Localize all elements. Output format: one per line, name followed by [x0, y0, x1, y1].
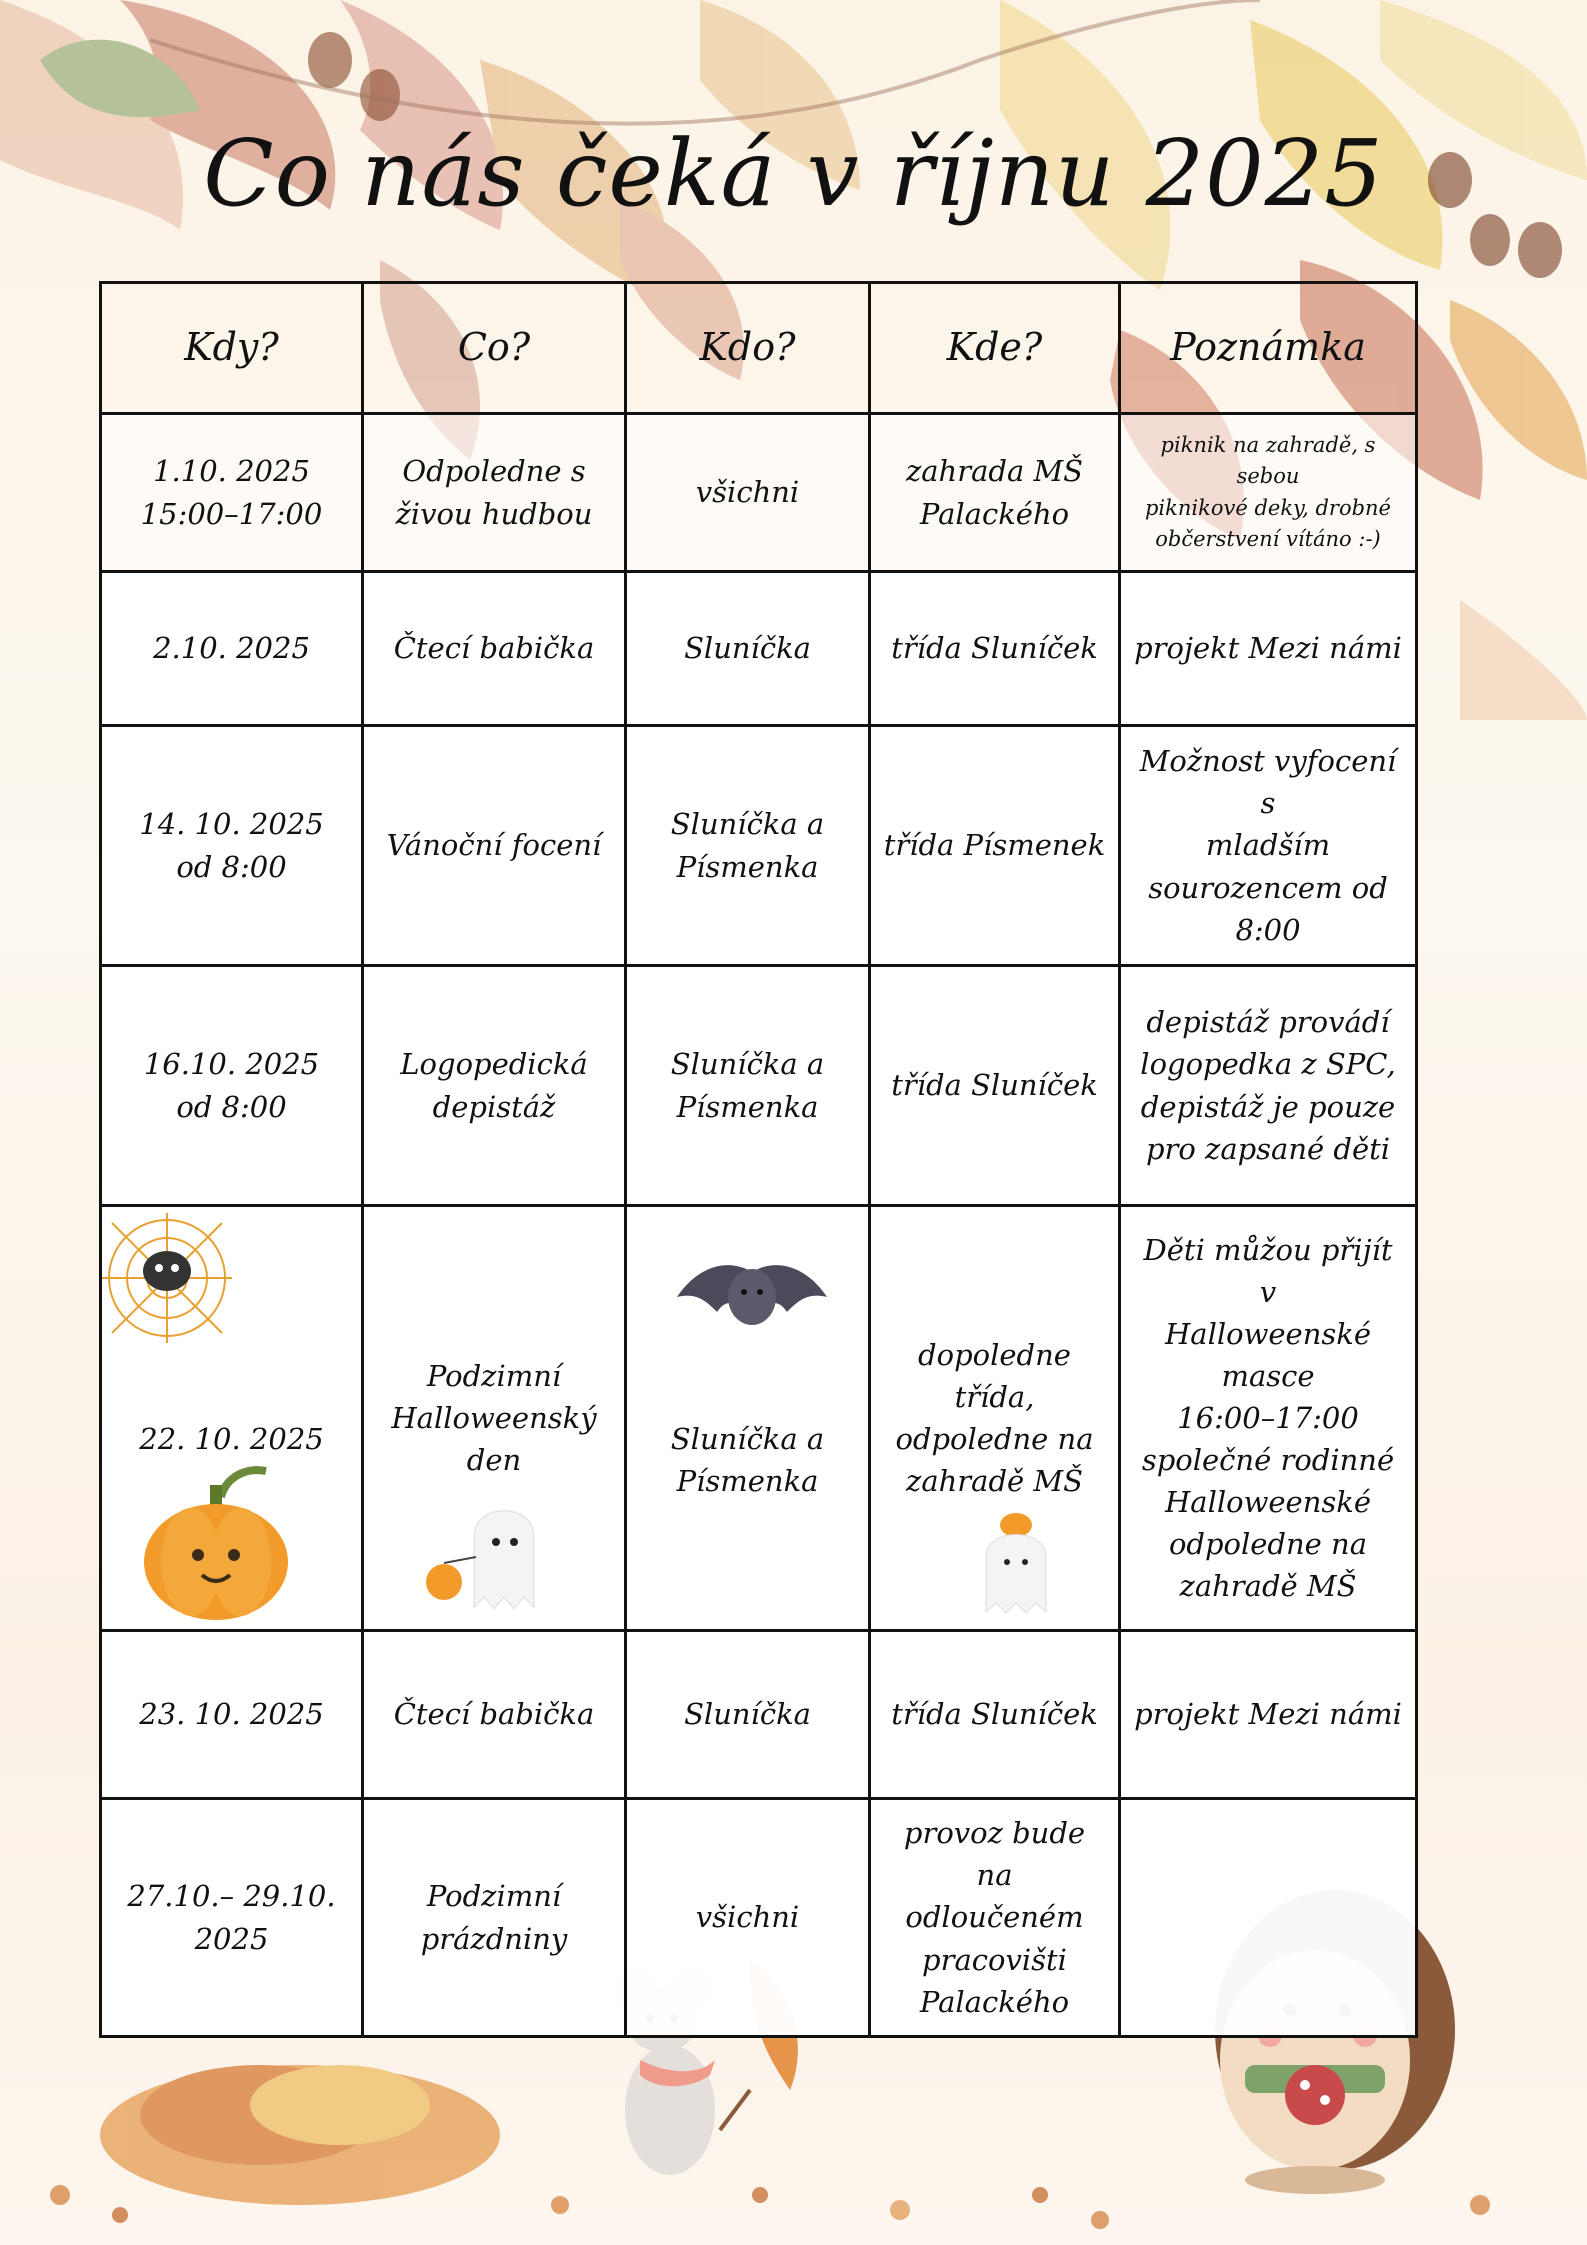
cell-co: Vánoční focení	[363, 726, 626, 966]
cell-kdy: 2.10. 2025	[101, 572, 363, 726]
table-header-row	[101, 283, 1417, 414]
cell-kdo: Sluníčka a Písmenka	[626, 966, 870, 1206]
cell-poznamka: piknik na zahradě, s sebou piknikové deky, drobné občerstvení vítáno :-)	[1120, 414, 1417, 572]
header-kdy: Kdy?	[101, 283, 363, 414]
table-row	[101, 572, 1417, 726]
cell-poznamka	[1120, 1799, 1417, 2037]
cell-kdo: Sluníčka	[626, 1631, 870, 1799]
cell-co: Odpoledne s živou hudbou	[363, 414, 626, 572]
cell-poznamka: projekt Mezi námi	[1120, 572, 1417, 726]
pumpkin-icon	[136, 1457, 296, 1627]
table-row	[101, 1799, 1417, 2037]
spider-web-icon	[102, 1213, 232, 1343]
cell-kdy: 27.10.– 29.10. 2025	[101, 1799, 363, 2037]
cell-poznamka: depistáž provádí logopedka z SPC, depistáž je pouze pro zapsané děti	[1120, 966, 1417, 1206]
cell-co-text: Podzimní Halloweenský den	[391, 1358, 597, 1478]
cell-kdo-text: Sluníčka a Písmenka	[670, 1422, 825, 1499]
table-row	[101, 726, 1417, 966]
table-row	[101, 966, 1417, 1206]
cell-co	[363, 1206, 626, 1631]
cell-kdy: 16.10. 2025 od 8:00	[101, 966, 363, 1206]
table-row	[101, 1206, 1417, 1631]
cell-co: Čtecí babička	[363, 572, 626, 726]
schedule-table	[99, 281, 1418, 2038]
header-kdo: Kdo?	[626, 283, 870, 414]
cell-kdy	[101, 1206, 363, 1631]
cell-kdy-text: 22. 10. 2025	[139, 1422, 324, 1456]
cell-co: Čtecí babička	[363, 1631, 626, 1799]
cell-kde: třída Sluníček	[870, 572, 1120, 726]
cell-kde: třída Písmenek	[870, 726, 1120, 966]
cell-poznamka: Děti můžou přijít v Halloweenské masce 16:00–17:00 společné rodinné Halloweenské odpoledne na zahradě MŠ	[1120, 1206, 1417, 1631]
cell-kdy: 23. 10. 2025	[101, 1631, 363, 1799]
ghost-icon	[424, 1487, 574, 1617]
table-row	[101, 1631, 1417, 1799]
cell-kdy: 1.10. 2025 15:00–17:00	[101, 414, 363, 572]
cell-kdo: Sluníčka a Písmenka	[626, 726, 870, 966]
cell-kdo: Sluníčka	[626, 572, 870, 726]
ghost-icon	[971, 1507, 1061, 1617]
cell-co: Logopedická depistáž	[363, 966, 626, 1206]
cell-co: Podzimní prázdniny	[363, 1799, 626, 2037]
cell-kdo: všichni	[626, 414, 870, 572]
cell-kde: zahrada MŠ Palackého	[870, 414, 1120, 572]
cell-kdo: všichni	[626, 1799, 870, 2037]
page-title: Co nás čeká v říjnu 2025	[203, 120, 1384, 227]
header-kde: Kde?	[870, 283, 1120, 414]
cell-kdy: 14. 10. 2025 od 8:00	[101, 726, 363, 966]
cell-kde: třída Sluníček	[870, 966, 1120, 1206]
bat-icon	[677, 1237, 827, 1347]
cell-poznamka: projekt Mezi námi	[1120, 1631, 1417, 1799]
cell-kdo	[626, 1206, 870, 1631]
cell-kde: třída Sluníček	[870, 1631, 1120, 1799]
cell-kde: provoz bude na odloučeném pracovišti Palackého	[870, 1799, 1120, 2037]
cell-kde-text: dopoledne třída, odpoledne na zahradě MŠ	[895, 1337, 1094, 1499]
table-row	[101, 414, 1417, 572]
header-co: Co?	[363, 283, 626, 414]
header-poznamka: Poznámka	[1120, 283, 1417, 414]
cell-poznamka: Možnost vyfocení s mladším sourozencem od 8:00	[1120, 726, 1417, 966]
cell-kde	[870, 1206, 1120, 1631]
